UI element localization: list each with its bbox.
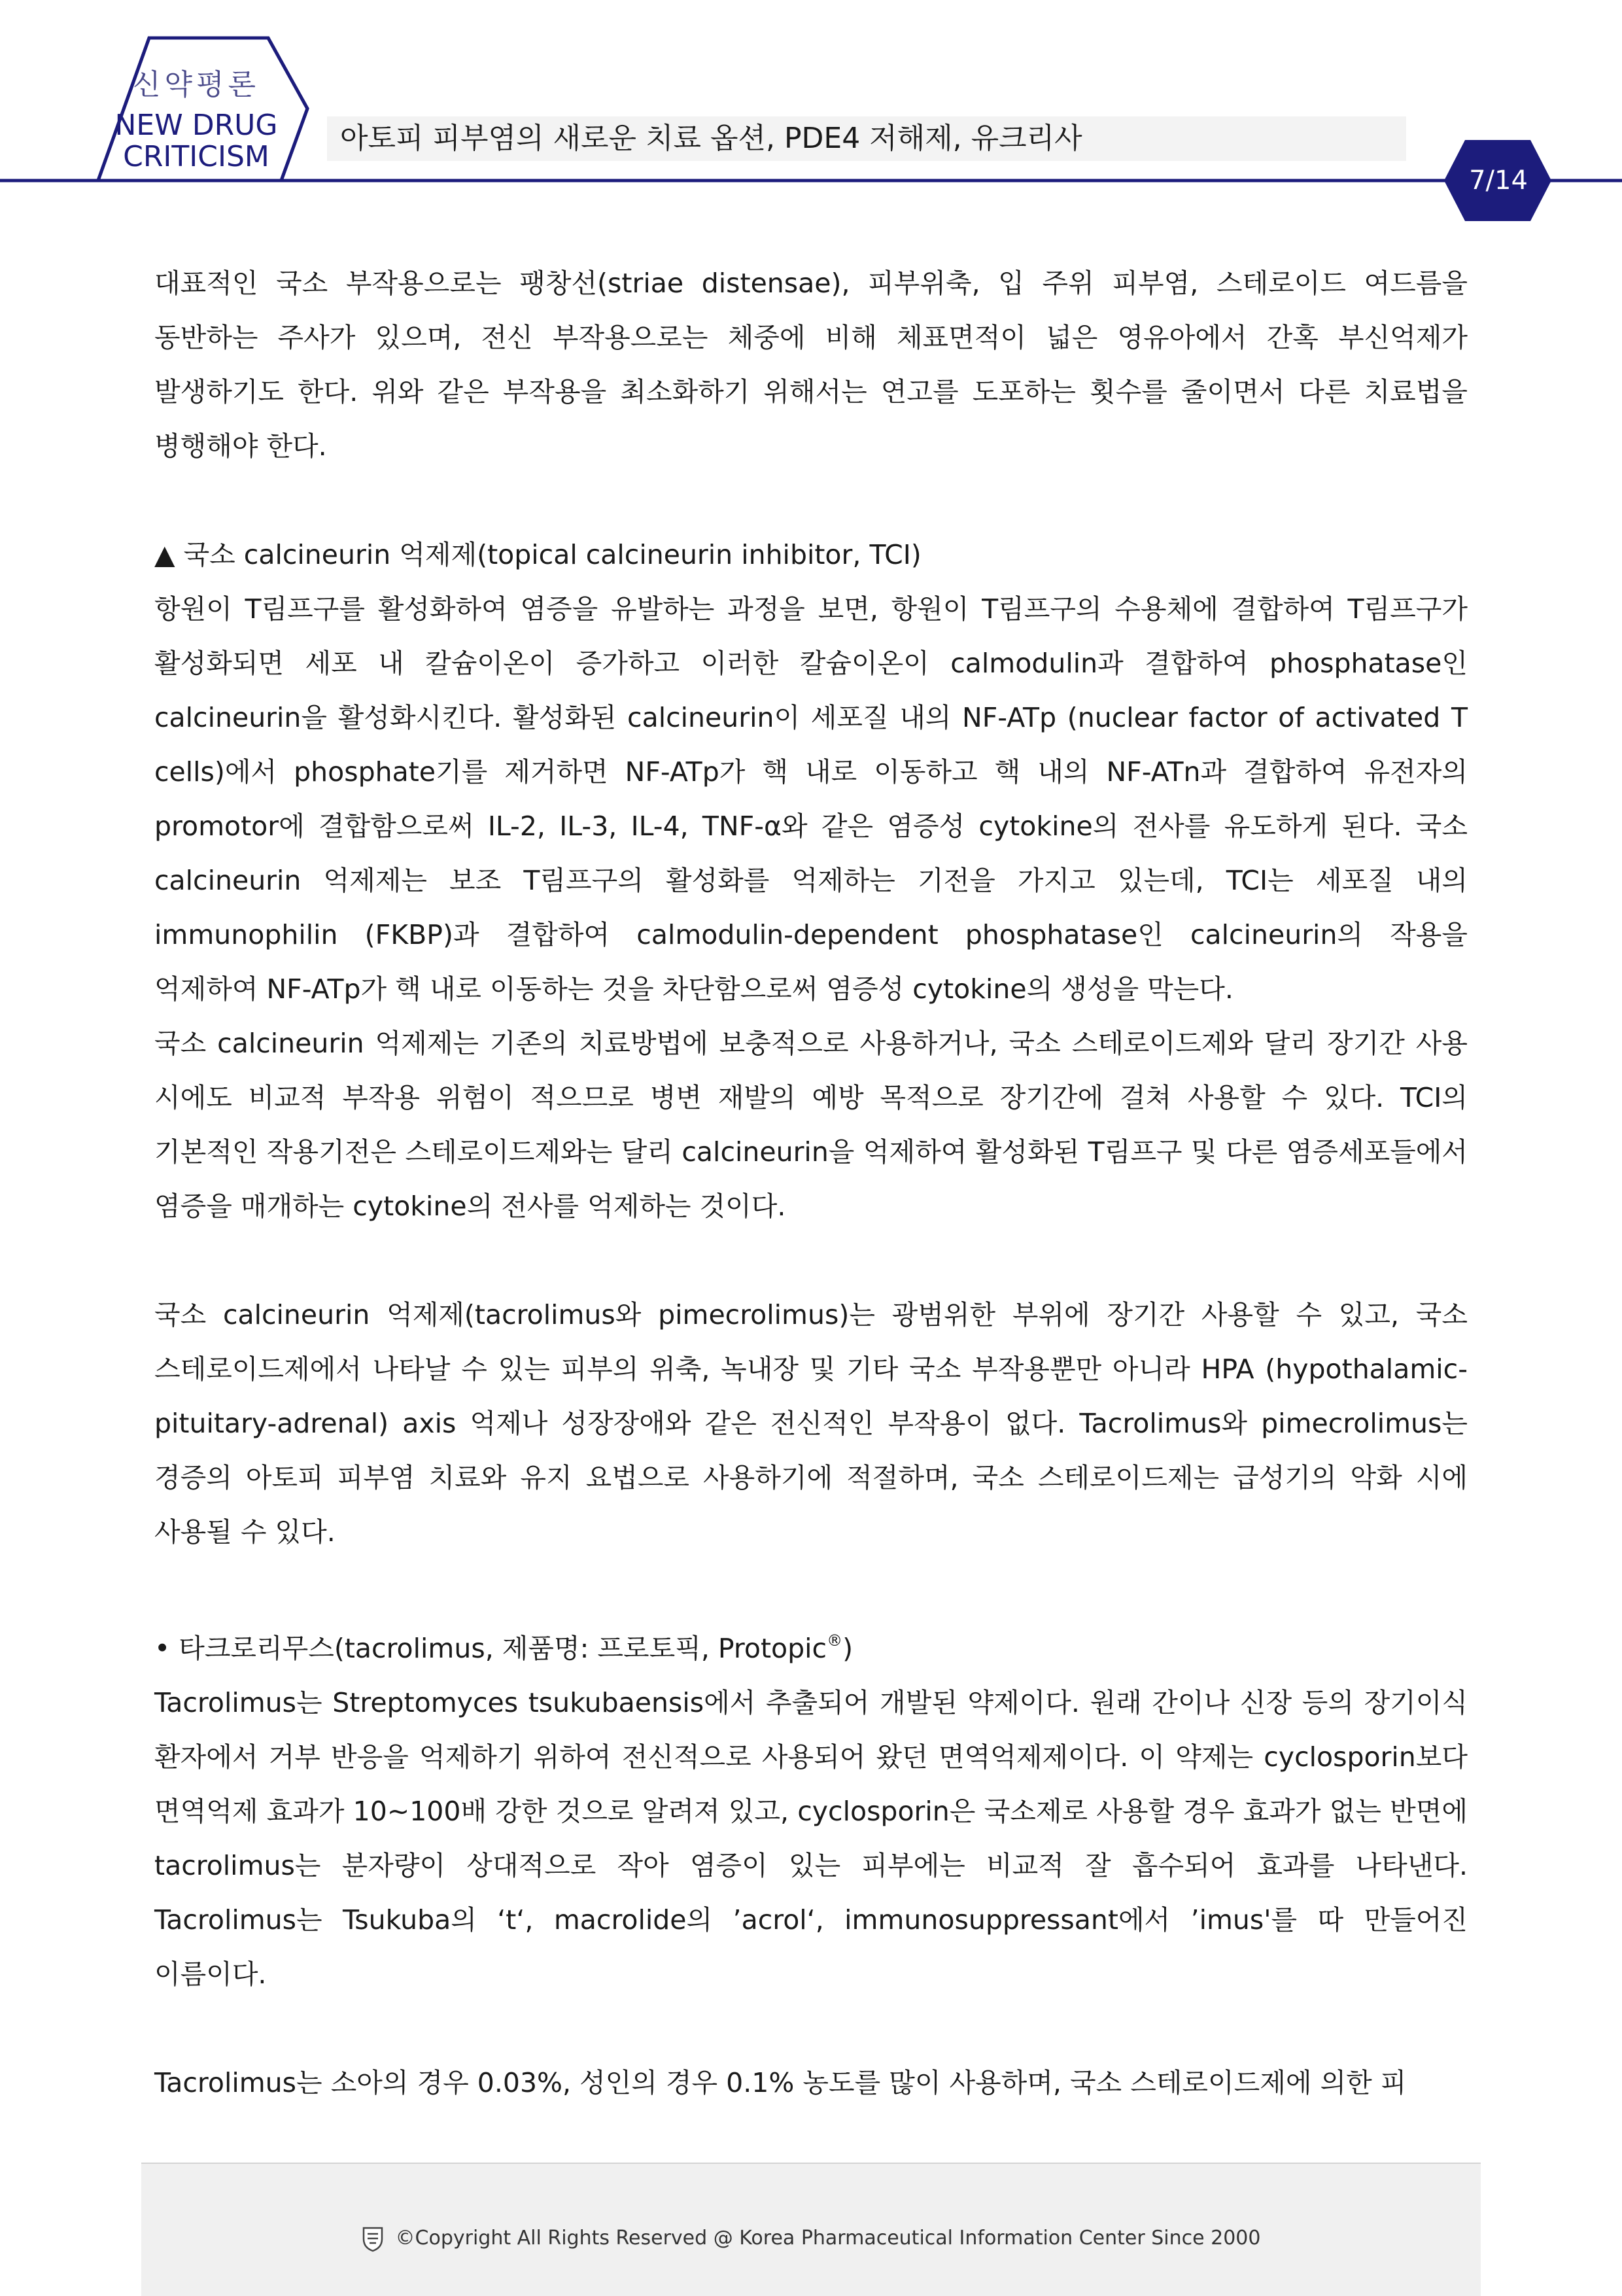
shield-logo-icon [362, 2226, 384, 2252]
page-number: 7/14 [1469, 165, 1528, 196]
section-heading-tci: ▲ 국소 calcineurin 억제제(topical calcineurin inhibitor, TCI) [154, 539, 922, 570]
paragraph-tci-use: 국소 calcineurin 억제제는 기존의 치료방법에 보충적으로 사용하거나, 국소 스테로이드제와 달리 장기간 사용 시에도 비교적 부작용 위험이 적으므로 병변 재발의 예방 목적으로 장기간에 걸쳐 사용할 수 있다. TCI의 기본적인 작용기전은 스테로이드제와는 달리 calcineurin을 억제하여 활성화된 T림프구 및 다른 염증세포들에서 염증을 매개하는 cytokine의 전사를 억제하는 것이다. [154, 1028, 1468, 1222]
copyright-text: ©Copyright All Rights Reserved @ Korea Pharmaceutical Information Center Since 2000 [395, 2227, 1261, 2250]
subheading-close: ) [842, 1633, 854, 1664]
paragraph-mechanism: 항원이 T림프구를 활성화하여 염증을 유발하는 과정을 보면, 항원이 T림프구의 수용체에 결합하여 T림프구가 활성화되면 세포 내 칼슘이온이 증가하고 이러한 칼슘이온이 calmodulin과 결합하여 phosphatase인 calcineurin을 활성화시킨다. 활성화된 calcineurin이 세포질 내의 NF-ATp (nuclear factor of activated T cells)에서 phosphate기를 제거하면 NF-ATp가 핵 내로 이동하고 핵 내의 NF-ATn과 결합하여 유전자의 promotor에 결합함으로써 IL-2, IL-3, IL-4, TNF-α와 같은 염증성 cytokine의 전사를 유도하게 된다. 국소 calcineurin 억제제는 보조 T림프구의 활성화를 억제하는 기전을 가지고 있는데, TCI는 세포질 내의 immunophilin (FKBP)과 결합하여 calmodulin-dependent phosphatase인 calcineurin의 작용을 억제하여 NF-ATp가 핵 내로 이동하는 것을 차단함으로써 염증성 cytokine의 생성을 막는다. [154, 593, 1468, 1005]
subheading-text: • 타크로리무스(tacrolimus, 제품명: 프로토픽, Protopic [154, 1633, 827, 1664]
paragraph-tacrolimus-dosage: Tacrolimus는 소아의 경우 0.03%, 성인의 경우 0.1% 농도를 많이 사용하며, 국소 스테로이드제에 의한 피 [154, 2067, 1407, 2098]
logo-korean: 신약평론 [132, 68, 260, 101]
page-header [0, 0, 1622, 235]
paragraph-side-effects: 대표적인 국소 부작용으로는 팽창선(striae distensae), 피부위축, 입 주위 피부염, 스테로이드 여드름을 동반하는 주사가 있으며, 전신 부작용으로는 체중에 비해 체표면적이 넓은 영유아에서 간혹 부신억제가 발생하기도 한다. 위와 같은 부작용을 최소화하기 위해서는 연고를 도포하는 횟수를 줄이면서 다른 치료법을 병행해야 한다. [154, 268, 1468, 462]
logo-english-line1: NEW DRUG [114, 109, 278, 142]
paragraph-tacrolimus-origin: Tacrolimus는 Streptomyces tsukubaensis에서 추출되어 개발된 약제이다. 원래 간이나 신장 등의 장기이식 환자에서 거부 반응을 억제하기 위하여 전신적으로 사용되어 왔던 면역억제제이다. 이 약제는 cyclosporin보다 면역억제 효과가 10∼100배 강한 것으로 알려져 있고, cyclosporin은 국소제로 사용할 경우 효과가 없는 반면에 tacrolimus는 분자량이 상대적으로 작아 염증이 있는 피부에는 비교적 잘 흡수되어 효과를 나타낸다. Tacrolimus는 Tsukuba의 ‘t‘, macrolide의 ’acrol‘, immunosuppressant에서 ’imus'를 따 만들어진 이름이다. [154, 1687, 1468, 1990]
document-title: 아토피 피부염의 새로운 치료 옵션, PDE4 저해제, 유크리사 [327, 116, 1406, 161]
logo-english-line2: CRITICISM [123, 140, 269, 173]
article-body [154, 256, 1468, 2110]
page-footer [141, 2163, 1481, 2296]
subheading-tacrolimus [154, 1614, 1468, 1676]
paragraph-tci-advantages: 국소 calcineurin 억제제(tacrolimus와 pimecrolimus)는 광범위한 부위에 장기간 사용할 수 있고, 국소 스테로이드제에서 나타날 수 있는 피부의 위축, 녹내장 및 기타 국소 부작용뿐만 아니라 HPA (hypothalamic-pituitary-adrenal) axis 억제나 성장장애와 같은 전신적인 부작용이 없다. Tacrolimus와 pimecrolimus는 경증의 아토피 피부염 치료와 유지 요법으로 사용하기에 적절하며, 국소 스테로이드제는 급성기의 악화 시에 사용될 수 있다. [154, 1299, 1468, 1548]
registered-mark: ® [827, 1631, 843, 1650]
